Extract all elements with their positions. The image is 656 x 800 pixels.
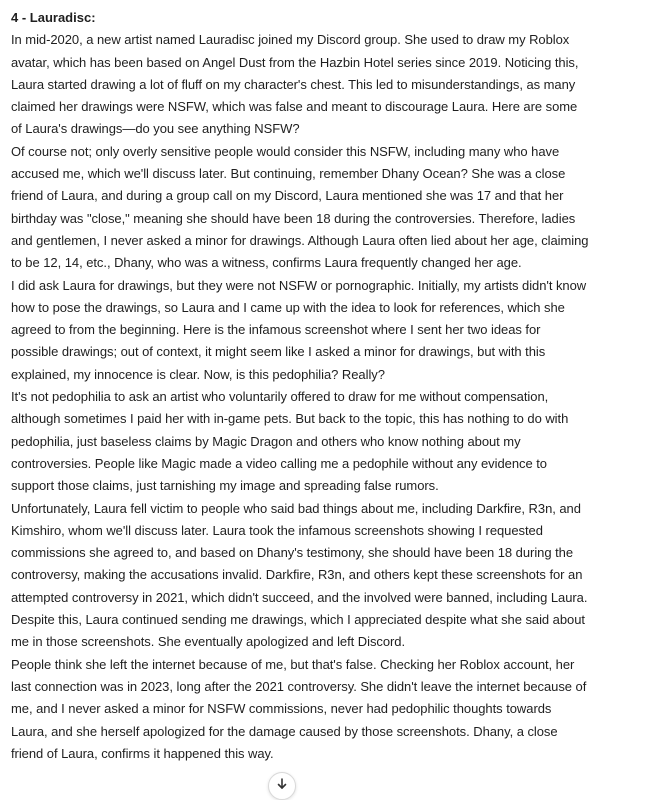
section-heading: 4 - Lauradisc: [11,10,96,25]
scroll-down-button[interactable] [268,772,296,800]
paragraph-5: Unfortunately, Laura fell victim to people who said bad things about me, including Darkfire, R3n, and Kimshiro, whom we'll discuss later. Laura took the infamous screenshots showing I requested commissions she agreed to, and based on Dhany's testimony, she should have been 18 during the controversy, making the accusations invalid. Darkfire, R3n, and others kept these screenshots for an attempted controversy in 2021, which didn't succeed, and the involved were banned, including Laura. Despite this, Laura continued sending me drawings, which I appreciated despite what she said about me in those screenshots. She eventually apologized and left Discord. [11,500,588,650]
paragraph-1: In mid-2020, a new artist named Lauradisc joined my Discord group. She used to draw my Roblox avatar, which has been based on Angel Dust from the Hazbin Hotel series since 2019. Noticing this, Laura started drawing a lot of fluff on my character's chest. This led to misunderstandings, as many claimed her drawings were NSFW, which was false and meant to discourage Laura. Here are some of Laura's drawings—do you see anything NSFW? [11,32,579,137]
paragraph-6: People think she left the internet because of me, but that's false. Checking her Roblox account, her last connection was in 2023, long after the 2021 controversy. She didn't leave the internet because of me, and I never asked a minor for NSFW commissions, never had pedophilic thoughts towards Laura, and she herself apologized for the damage caused by those screenshots. Dhany, a close friend of Laura, confirms it happened this way. [11,656,587,761]
paragraph-2: Of course not; only overly sensitive people would consider this NSFW, including many who have accused me, which we'll discuss later. But continuing, remember Dhany Ocean? She was a close friend of Laura, and during a group call on my Discord, Laura mentioned she was 17 and that her birthday was "close," meaning she should have been 18 during the controversies. Therefore, ladies and gentlemen, I never asked a minor for drawings. Although Laura often lied about her age, claiming to be 12, 14, etc., Dhany, who was a witness, confirms Laura frequently changed her age. [11,143,589,271]
paragraph-4: It's not pedophilia to ask an artist who voluntarily offered to draw for me without compensation, although sometimes I paid her with in-game pets. But back to the topic, this has nothing to do with pedophilia, just baseless claims by Magic Dragon and others who know nothing about my controversies. People like Magic made a video calling me a pedophile without any evidence to support those claims, just tarnishing my image and spreading false rumors. [11,389,569,494]
arrow-down-icon [276,778,288,790]
document-body [11,7,591,765]
paragraph-3: I did ask Laura for drawings, but they were not NSFW or pornographic. Initially, my artists didn't know how to pose the drawings, so Laura and I came up with the idea to look for references, which she agreed to from the beginning. Here is the infamous screenshot where I sent her two ideas for possible drawings; out of context, it might seem like I asked a minor for drawings, but with this explained, my innocence is clear. Now, is this pedophilia? Really? [11,277,587,382]
